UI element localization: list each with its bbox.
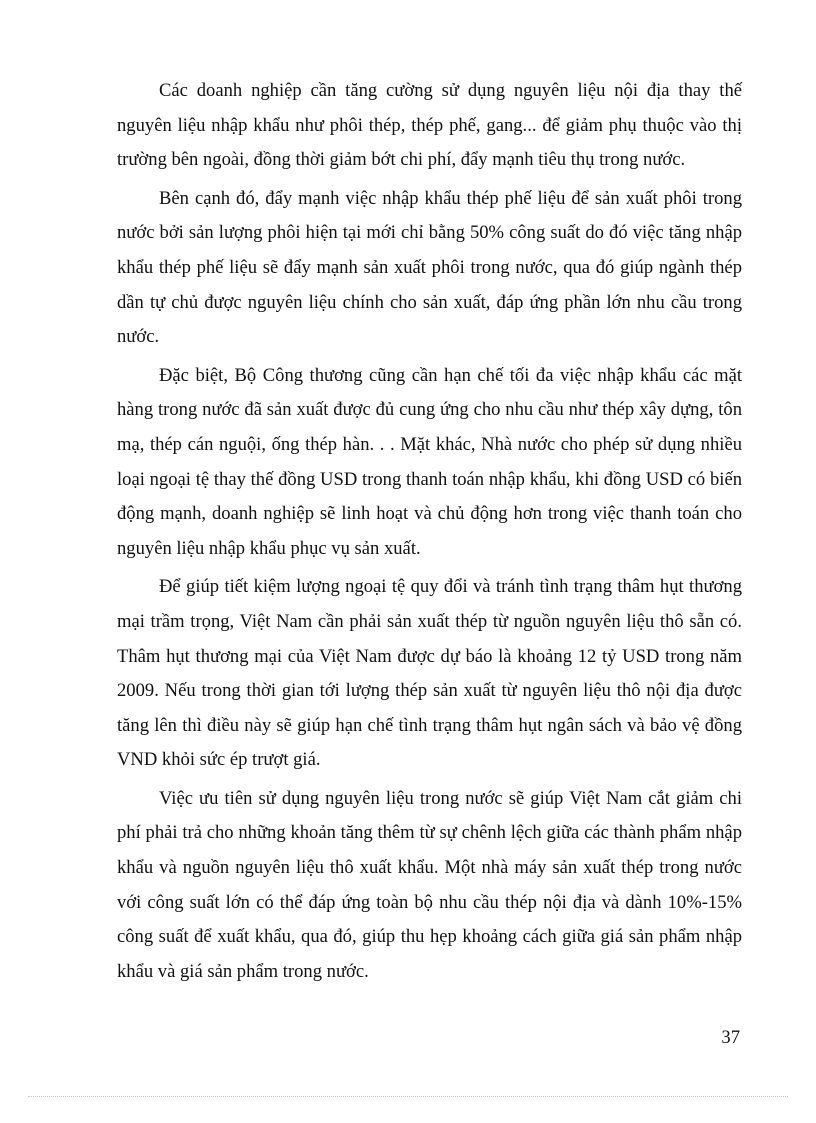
paragraph: Bên cạnh đó, đẩy mạnh việc nhập khẩu thép phế liệu để sản xuất phôi trong nước bởi sản lượng phôi hiện tại mới chỉ bằng 50% công suất do đó việc tăng nhập khẩu thép phế liệu sẽ đẩy mạnh sản xuất phôi trong nước, qua đó giúp ngành thép dần tự chủ được nguyên liệu chính cho sản xuất, đáp ứng phần lớn nhu cầu trong nước. [117,187,742,348]
paragraph: Việc ưu tiên sử dụng nguyên liệu trong nước sẽ giúp Việt Nam cắt giảm chi phí phải trả cho những khoản tăng thêm từ sự chênh lệch giữa các thành phẩm nhập khẩu và nguồn nguyên liệu thô xuất khẩu. Một nhà máy sản xuất thép trong nước với công suất lớn có thể đáp ứng toàn bộ nhu cầu thép nội địa và dành 10%-15% công suất để xuất khẩu, qua đó, giúp thu hẹp khoảng cách giữa giá sản phẩm nhập khẩu và giá sản phẩm trong nước. [117,787,742,982]
page-number: 37 [721,1027,740,1048]
paragraph: Đặc biệt, Bộ Công thương cũng cần hạn chế tối đa việc nhập khẩu các mặt hàng trong nước đã sản xuất được đủ cung ứng cho nhu cầu như thép xây dựng, tôn mạ, thép cán nguội, ống thép hàn. . . Mặt khác, Nhà nước cho phép sử dụng nhiều loại ngoại tệ thay thế đồng USD trong thanh toán nhập khẩu, khi đồng USD có biến động mạnh, doanh nghiệp sẽ linh hoạt và chủ động hơn trong việc thanh toán cho nguyên liệu nhập khẩu phục vụ sản xuất. [117,364,742,559]
paragraph: Để giúp tiết kiệm lượng ngoại tệ quy đổi và tránh tình trạng thâm hụt thương mại trầm trọng, Việt Nam cần phải sản xuất thép từ nguồn nguyên liệu thô sẵn có. Thâm hụt thương mại của Việt Nam được dự báo là khoảng 12 tỷ USD trong năm 2009. Nếu trong thời gian tới lượng thép sản xuất từ nguyên liệu thô nội địa được tăng lên thì điều này sẽ giúp hạn chế tình trạng thâm hụt ngân sách và bảo vệ đồng VND khỏi sức ép trượt giá. [117,576,742,771]
paragraph: Các doanh nghiệp cần tăng cường sử dụng nguyên liệu nội địa thay thế nguyên liệu nhập khẩu như phôi thép, thép phế, gang... để giảm phụ thuộc vào thị trường bên ngoài, đồng thời giảm bớt chi phí, đẩy mạnh tiêu thụ trong nước. [117,80,742,171]
footer-divider [28,1096,788,1097]
document-body [117,74,742,993]
